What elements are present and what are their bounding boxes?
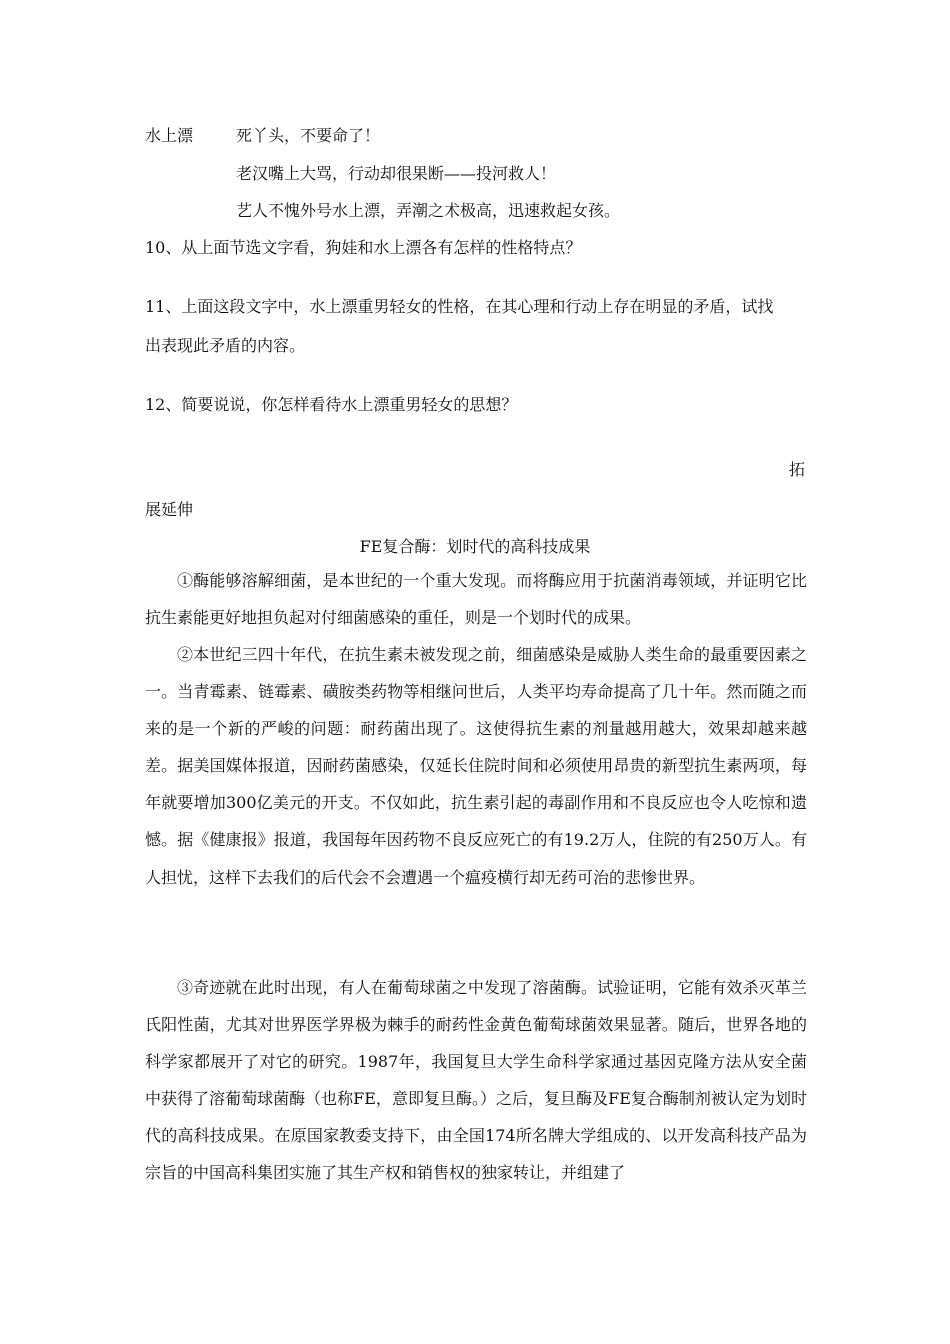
article-paragraph-3: ③奇迹就在此时出现，有人在葡萄球菌之中发现了溶菌酶。试验证明，它能有效杀灭革兰氏阳性菌，尤其对世界医学界极为棘手的耐药性金黄色葡萄球菌效果显著。随后，世界各地的科学家都展开了对它的研究。1987年，我国复旦大学生命科学家通过基因克隆方法从安全菌中获得了溶葡萄球菌酶（也称FE，意即复旦酶。）之后，复旦酶及FE复合酶制剂被认定为划时代的高科技成果。在原国家教委支持下，由全国174所名牌大学组成的、以开发高科技产品为宗旨的中国高科集团实施了其生产权和销售权的独家转让，并组建了 [145,978,807,1183]
dialogue-line-1: 死丫头，不要命了！ [236,126,381,145]
article-title: FE复合酶：划时代的高科技成果 [359,537,591,556]
dialogue-speaker: 水上漂 [145,126,194,145]
section-heading-part-2: 展延伸 [145,500,194,519]
article-paragraph-1: ①酶能够溶解细菌，是本世纪的一个重大发现。而将酶应用于抗菌消毒领域，并证明它比抗生素能更好地担负起对付细菌感染的重任，则是一个划时代的成果。 [145,571,807,628]
article-paragraph-2: ②本世纪三四十年代，在抗生素未被发现之前，细菌感染是威胁人类生命的最重要因素之一。当青霉素、链霉素、磺胺类药物等相继问世后，人类平均寿命提高了几十年。然而随之而来的是一个新的严峻的问题：耐药菌出现了。这使得抗生素的剂量越用越大，效果却越来越差。据美国媒体报道，因耐药菌感染，仅延长住院时间和必须使用昂贵的新型抗生素两项，每年就要增加300亿美元的开支。不仅如此，抗生素引起的毒副作用和不良反应也令人吃惊和遗憾。据《健康报》报道，我国每年因药物不良反应死亡的有19.2万人，住院的有250万人。有人担忧，这样下去我们的后代会不会遭遇一个瘟疫横行却无药可治的悲惨世界。 [145,645,807,887]
dialogue-line-2: 老汉嘴上大骂，行动却很果断——投河救人！ [236,164,557,183]
dialogue-line-3: 艺人不愧外号水上漂，弄潮之术极高，迅速救起女孩。 [236,201,621,220]
question-10: 10、从上面节选文字看，狗娃和水上漂各有怎样的性格特点？ [145,238,582,257]
section-heading-part-1: 拓 [789,460,806,479]
question-11-line-1: 11、上面这段文字中，水上漂重男轻女的性格，在其心理和行动上存在明显的矛盾，试找 [145,297,774,316]
question-11-line-2: 出表现此矛盾的内容。 [145,336,306,355]
question-12: 12、简要说说，你怎样看待水上漂重男轻女的思想？ [145,395,518,414]
